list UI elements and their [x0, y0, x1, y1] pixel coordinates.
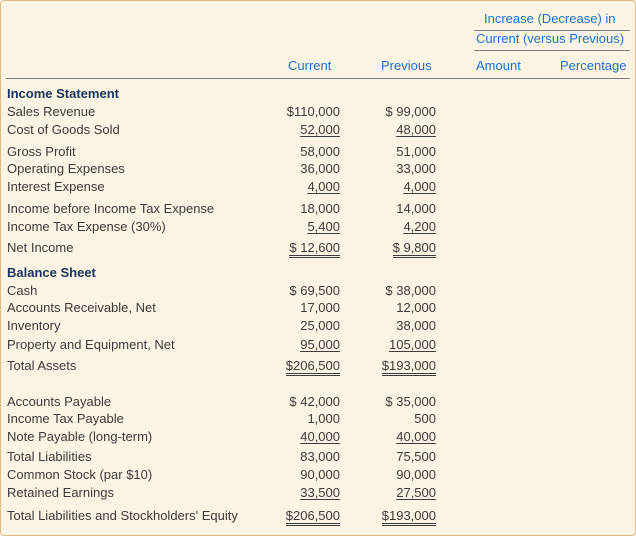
- col-header-amount: Amount: [476, 58, 521, 73]
- previous-value: $ 38,000: [385, 283, 436, 298]
- balance-sheet-title: Balance Sheet: [7, 265, 96, 280]
- current-value-text: $206,500: [286, 358, 340, 376]
- previous-value: [366, 508, 436, 524]
- row-label: Total Assets: [7, 358, 77, 373]
- previous-value: [374, 240, 436, 256]
- current-value: 18,000: [300, 201, 340, 216]
- row-label: Accounts Receivable, Net: [7, 300, 156, 315]
- col-header-previous: Previous: [381, 58, 432, 73]
- current-value: 95,000: [300, 337, 340, 352]
- previous-value: 51,000: [396, 144, 436, 159]
- previous-value: 48,000: [396, 122, 436, 137]
- previous-value: 105,000: [389, 337, 436, 352]
- row-label: Retained Earnings: [7, 485, 114, 500]
- increase-header-line2: Current (versus Previous): [476, 31, 625, 46]
- current-value: 4,000: [307, 179, 340, 194]
- previous-value: 4,000: [403, 179, 436, 194]
- previous-value: 500: [414, 411, 436, 426]
- row-label: Operating Expenses: [7, 161, 125, 176]
- current-value: $110,000: [286, 104, 340, 119]
- current-value: 83,000: [300, 449, 340, 464]
- current-value: 40,000: [300, 429, 340, 444]
- current-value-text: $206,500: [286, 508, 340, 526]
- previous-value: 4,200: [403, 219, 436, 234]
- income-statement-title: Income Statement: [7, 86, 119, 101]
- previous-value-text: $193,000: [382, 508, 436, 526]
- col-header-percentage: Percentage: [560, 58, 627, 73]
- row-label: Income before Income Tax Expense: [7, 201, 215, 216]
- col-header-current: Current: [288, 58, 332, 73]
- increase-header-line1: Increase (Decrease) in: [484, 11, 616, 26]
- row-label: Common Stock (par $10): [7, 467, 153, 482]
- current-value: $ 69,500: [289, 283, 340, 298]
- row-label: Accounts Payable: [7, 394, 112, 409]
- current-value: [270, 358, 340, 374]
- row-label: Cash: [7, 283, 38, 298]
- previous-value-text: $ 9,800: [393, 240, 436, 258]
- previous-value: 12,000: [396, 300, 436, 315]
- current-value: 5,400: [307, 219, 340, 234]
- current-value: [270, 508, 340, 524]
- previous-value: 33,000: [396, 161, 436, 176]
- current-value: $ 42,000: [289, 394, 340, 409]
- previous-value: 75,500: [396, 449, 436, 464]
- current-value: 36,000: [300, 161, 340, 176]
- row-label: Gross Profit: [7, 144, 76, 159]
- current-value: 1,000: [307, 411, 340, 426]
- row-label: Inventory: [7, 318, 61, 333]
- header-rule-main: [6, 78, 630, 79]
- current-value: [278, 240, 340, 256]
- row-label: Sales Revenue: [7, 104, 96, 119]
- previous-value: 14,000: [396, 201, 436, 216]
- current-value: 90,000: [300, 467, 340, 482]
- row-label: Interest Expense: [7, 179, 105, 194]
- row-label: Note Payable (long-term): [7, 429, 153, 444]
- current-value: 58,000: [300, 144, 340, 159]
- previous-value: [366, 358, 436, 374]
- previous-value: $ 99,000: [385, 104, 436, 119]
- previous-value-text: $193,000: [382, 358, 436, 376]
- previous-value: 90,000: [396, 467, 436, 482]
- previous-value: $ 35,000: [385, 394, 436, 409]
- previous-value: 40,000: [396, 429, 436, 444]
- row-label: Net Income: [7, 240, 74, 255]
- row-label: Income Tax Expense (30%): [7, 219, 166, 234]
- header-rule-increase-2: [474, 50, 630, 51]
- current-value: 25,000: [300, 318, 340, 333]
- current-value: 33,500: [300, 485, 340, 500]
- current-value: 17,000: [300, 300, 340, 315]
- row-label: Total Liabilities: [7, 449, 92, 464]
- row-label: Total Liabilities and Stockholders' Equity: [7, 508, 238, 523]
- row-label: Cost of Goods Sold: [7, 122, 120, 137]
- row-label: Income Tax Payable: [7, 411, 124, 426]
- current-value: 52,000: [300, 122, 340, 137]
- previous-value: 38,000: [396, 318, 436, 333]
- row-label: Property and Equipment, Net: [7, 337, 175, 352]
- current-value-text: $ 12,600: [289, 240, 340, 258]
- previous-value: 27,500: [396, 485, 436, 500]
